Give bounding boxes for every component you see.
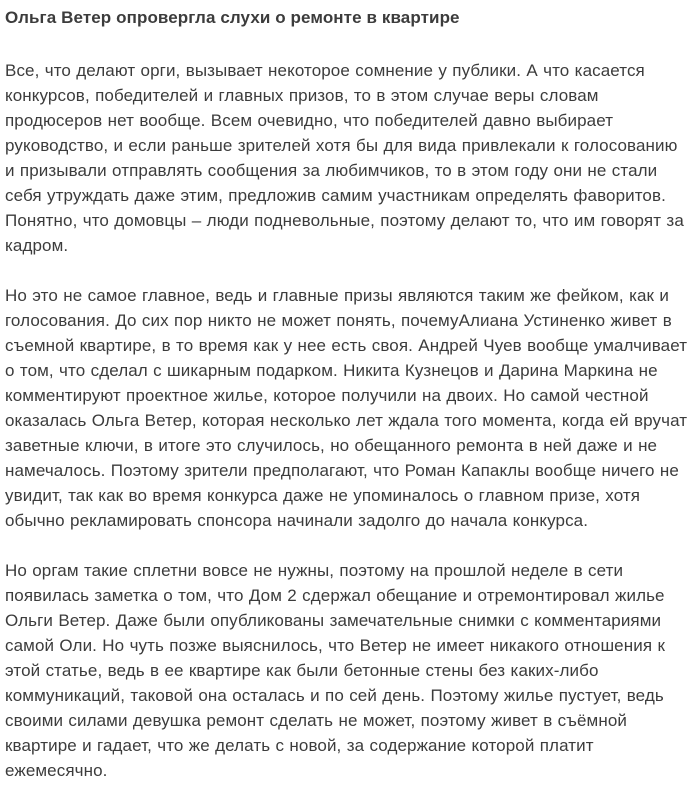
article-paragraph-3: Но оргам такие сплетни вовсе не нужны, поэтому на прошлой неделе в сети появилась заметка о том, что Дом 2 сдержал обещание и отремонтировал жилье Ольги Ветер. Даже были опубликованы замечательные снимки с комментариями самой Оли. Но чуть позже выяснилось, что Ветер не имеет никакого отношения к этой статье, ведь в ее квартире как были бетонные стены без каких-либо коммуникаций, таковой она осталась и по сей день. Поэтому жилье пустует, ведь своими силами девушка ремонт сделать не может, поэтому живет в съёмной квартире и гадает, что же делать с новой, за содержание которой платит ежемесячно. (5, 561, 665, 780)
article-paragraph-1: Все, что делают орги, вызывает некоторое сомнение у публики. А что касается конкурсов, победителей и главных призов, то в этом случае веры словам продюсеров нет вообще. Всем очевидно, что победителей давно выбирает руководство, и если раньше зрителей хотя бы для вида привлекали к голосованию и призывали отправлять сообщения за любимчиков, то в этом году они не стали себя утруждать даже этим, предложив самим участникам определять фаворитов. Понятно, что домовцы – люди подневольные, поэтому делают то, что им говорят за кадром. (5, 61, 684, 255)
article-title: Ольга Ветер опровергла слухи о ремонте в квартире (5, 8, 460, 27)
article-paragraph-2: Но это не самое главное, ведь и главные призы являются таким же фейком, как и голосования. До сих пор никто не может понять, почемуАлиана Устиненко живет в съемной квартире, в то время как у нее есть своя. Андрей Чуев вообще умалчивает о том, что сделал с шикарным подарком. Никита Кузнецов и Дарина Маркина не комментируют проектное жилье, которое получили на двоих. Но самой честной оказалась Ольга Ветер, которая несколько лет ждала того момента, когда ей вручат заветные ключи, в итоге это случилось, но обещанного ремонта в ней даже и не намечалось. Поэтому зрители предполагают, что Роман Капаклы вообще ничего не увидит, так как во время конкурса даже не упоминалось о главном призе, хотя обычно рекламировать спонсора начинали задолго до начала конкурса. (5, 286, 688, 530)
